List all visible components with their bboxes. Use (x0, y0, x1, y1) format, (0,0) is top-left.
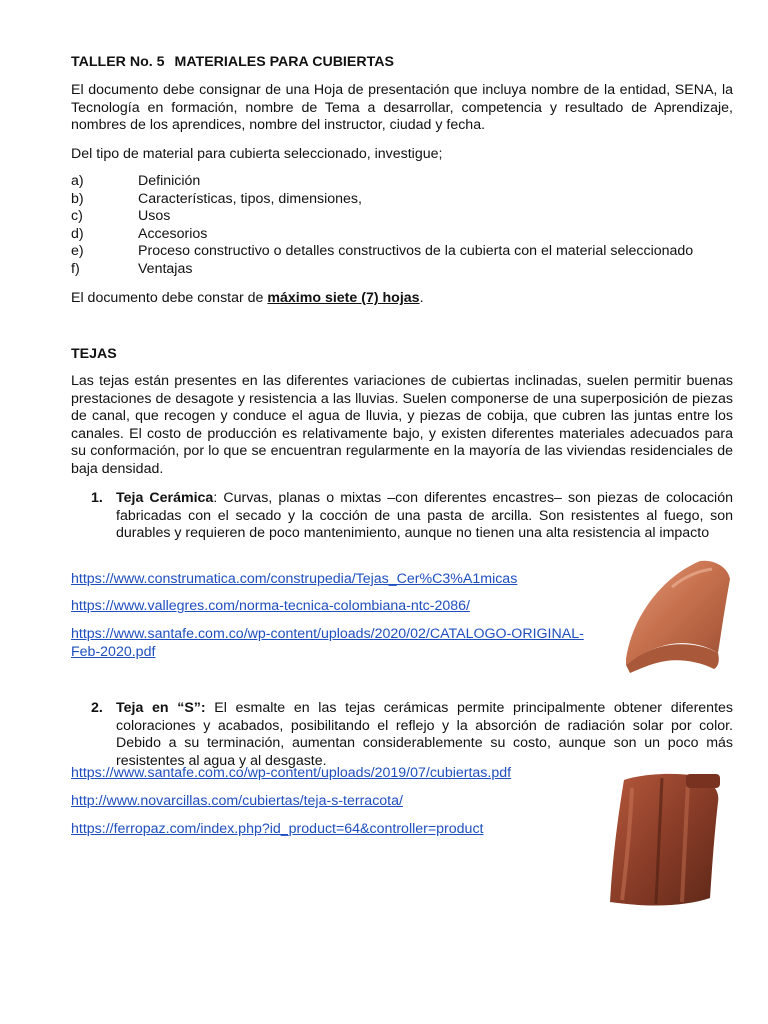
page-limit-emphasis: máximo siete (7) hojas (267, 290, 420, 306)
ceramic-tile-image (622, 557, 734, 675)
numbered-item-teja-s: 2. Teja en “S”: El esmalte en las tejas cerámicas permite principalmente obtener diferentes coloraciones y acabados, posibilitando el reflejo y la absorción de radiación solar por color. Debido a su terminación, aumentan considerablemente su costo, aunque son un poco más resistentes al agua y al desgaste. (91, 700, 733, 769)
requirements-list (71, 173, 693, 279)
list-item: f) Ventajas (71, 260, 193, 277)
list-item: a) Definición (71, 173, 201, 189)
link-santafe-cubiertas[interactable]: https://www.santafe.com.co/wp-content/uploads/2019/07/cubiertas.pdf (71, 765, 512, 781)
s-tile-image (602, 768, 732, 914)
list-item: c) Usos (71, 208, 171, 225)
title-topic: MATERIALES PARA CUBIERTAS (174, 54, 394, 70)
link-ferropaz[interactable]: https://ferropaz.com/index.php?id_product=64&controller=product (71, 821, 484, 837)
title-number: TALLER No. 5 (71, 54, 165, 70)
link-santafe-catalogo[interactable]: https://www.santafe.com.co/wp-content/uploads/2020/02/CATALOGO-ORIGINAL-Feb-2020.pdf (71, 626, 584, 660)
link-construmatica[interactable]: https://www.construmatica.com/construpedia/Tejas_Cer%C3%A1micas (71, 571, 518, 587)
list-item: b) Características, tipos, dimensiones, (71, 190, 362, 207)
link-novarcillas[interactable]: http://www.novarcillas.com/cubiertas/teja-s-terracota/ (71, 793, 403, 809)
investigate-line: Del tipo de material para cubierta seleccionado, investigue; (71, 146, 443, 162)
section-heading-tejas: TEJAS (71, 346, 117, 362)
link-vallegres[interactable]: https://www.vallegres.com/norma-tecnica-colombiana-ntc-2086/ (71, 598, 470, 614)
list-item: d) Accesorios (71, 225, 208, 242)
tejas-paragraph: Las tejas están presentes en las diferentes variaciones de cubiertas inclinadas, suelen permitir buenas prestaciones de desagote y resistencia a las lluvias. Suelen componerse de una superposición de piezas de canal, que recogen y conduce el agua de lluvia, y piezas de cobija, que cubren las juntas entre los canales. El costo de producción es relativamente bajo, y existen diferentes materiales adecuados para su conformación, por lo que se encuentran regularmente en la mayoría de las viviendas residenciales de baja densidad. (71, 373, 733, 477)
list-item: e) Proceso constructivo o detalles constructivos de la cubierta con el material seleccionado (71, 243, 694, 260)
intro-paragraph: El documento debe consignar de una Hoja de presentación que incluya nombre de la entidad, SENA, la Tecnología en formación, nombre de Tema a desarrollar, competencia y resultado de Aprendizaje, nombres de los aprendices, nombre del instructor, ciudad y fecha. (71, 82, 733, 133)
numbered-item-teja-ceramica: 1. Teja Cerámica: Curvas, planas o mixtas –con diferentes encastres– son piezas de colocación fabricadas con el secado y la cocción de una pasta de arcilla. Son resistentes al fuego, son durables y requieren de poco mantenimiento, aunque no tienen una alta resistencia al impacto (91, 490, 733, 541)
page-limit-line: El documento debe constar de máximo siete (7) hojas. (71, 290, 424, 306)
page-title (71, 54, 394, 72)
